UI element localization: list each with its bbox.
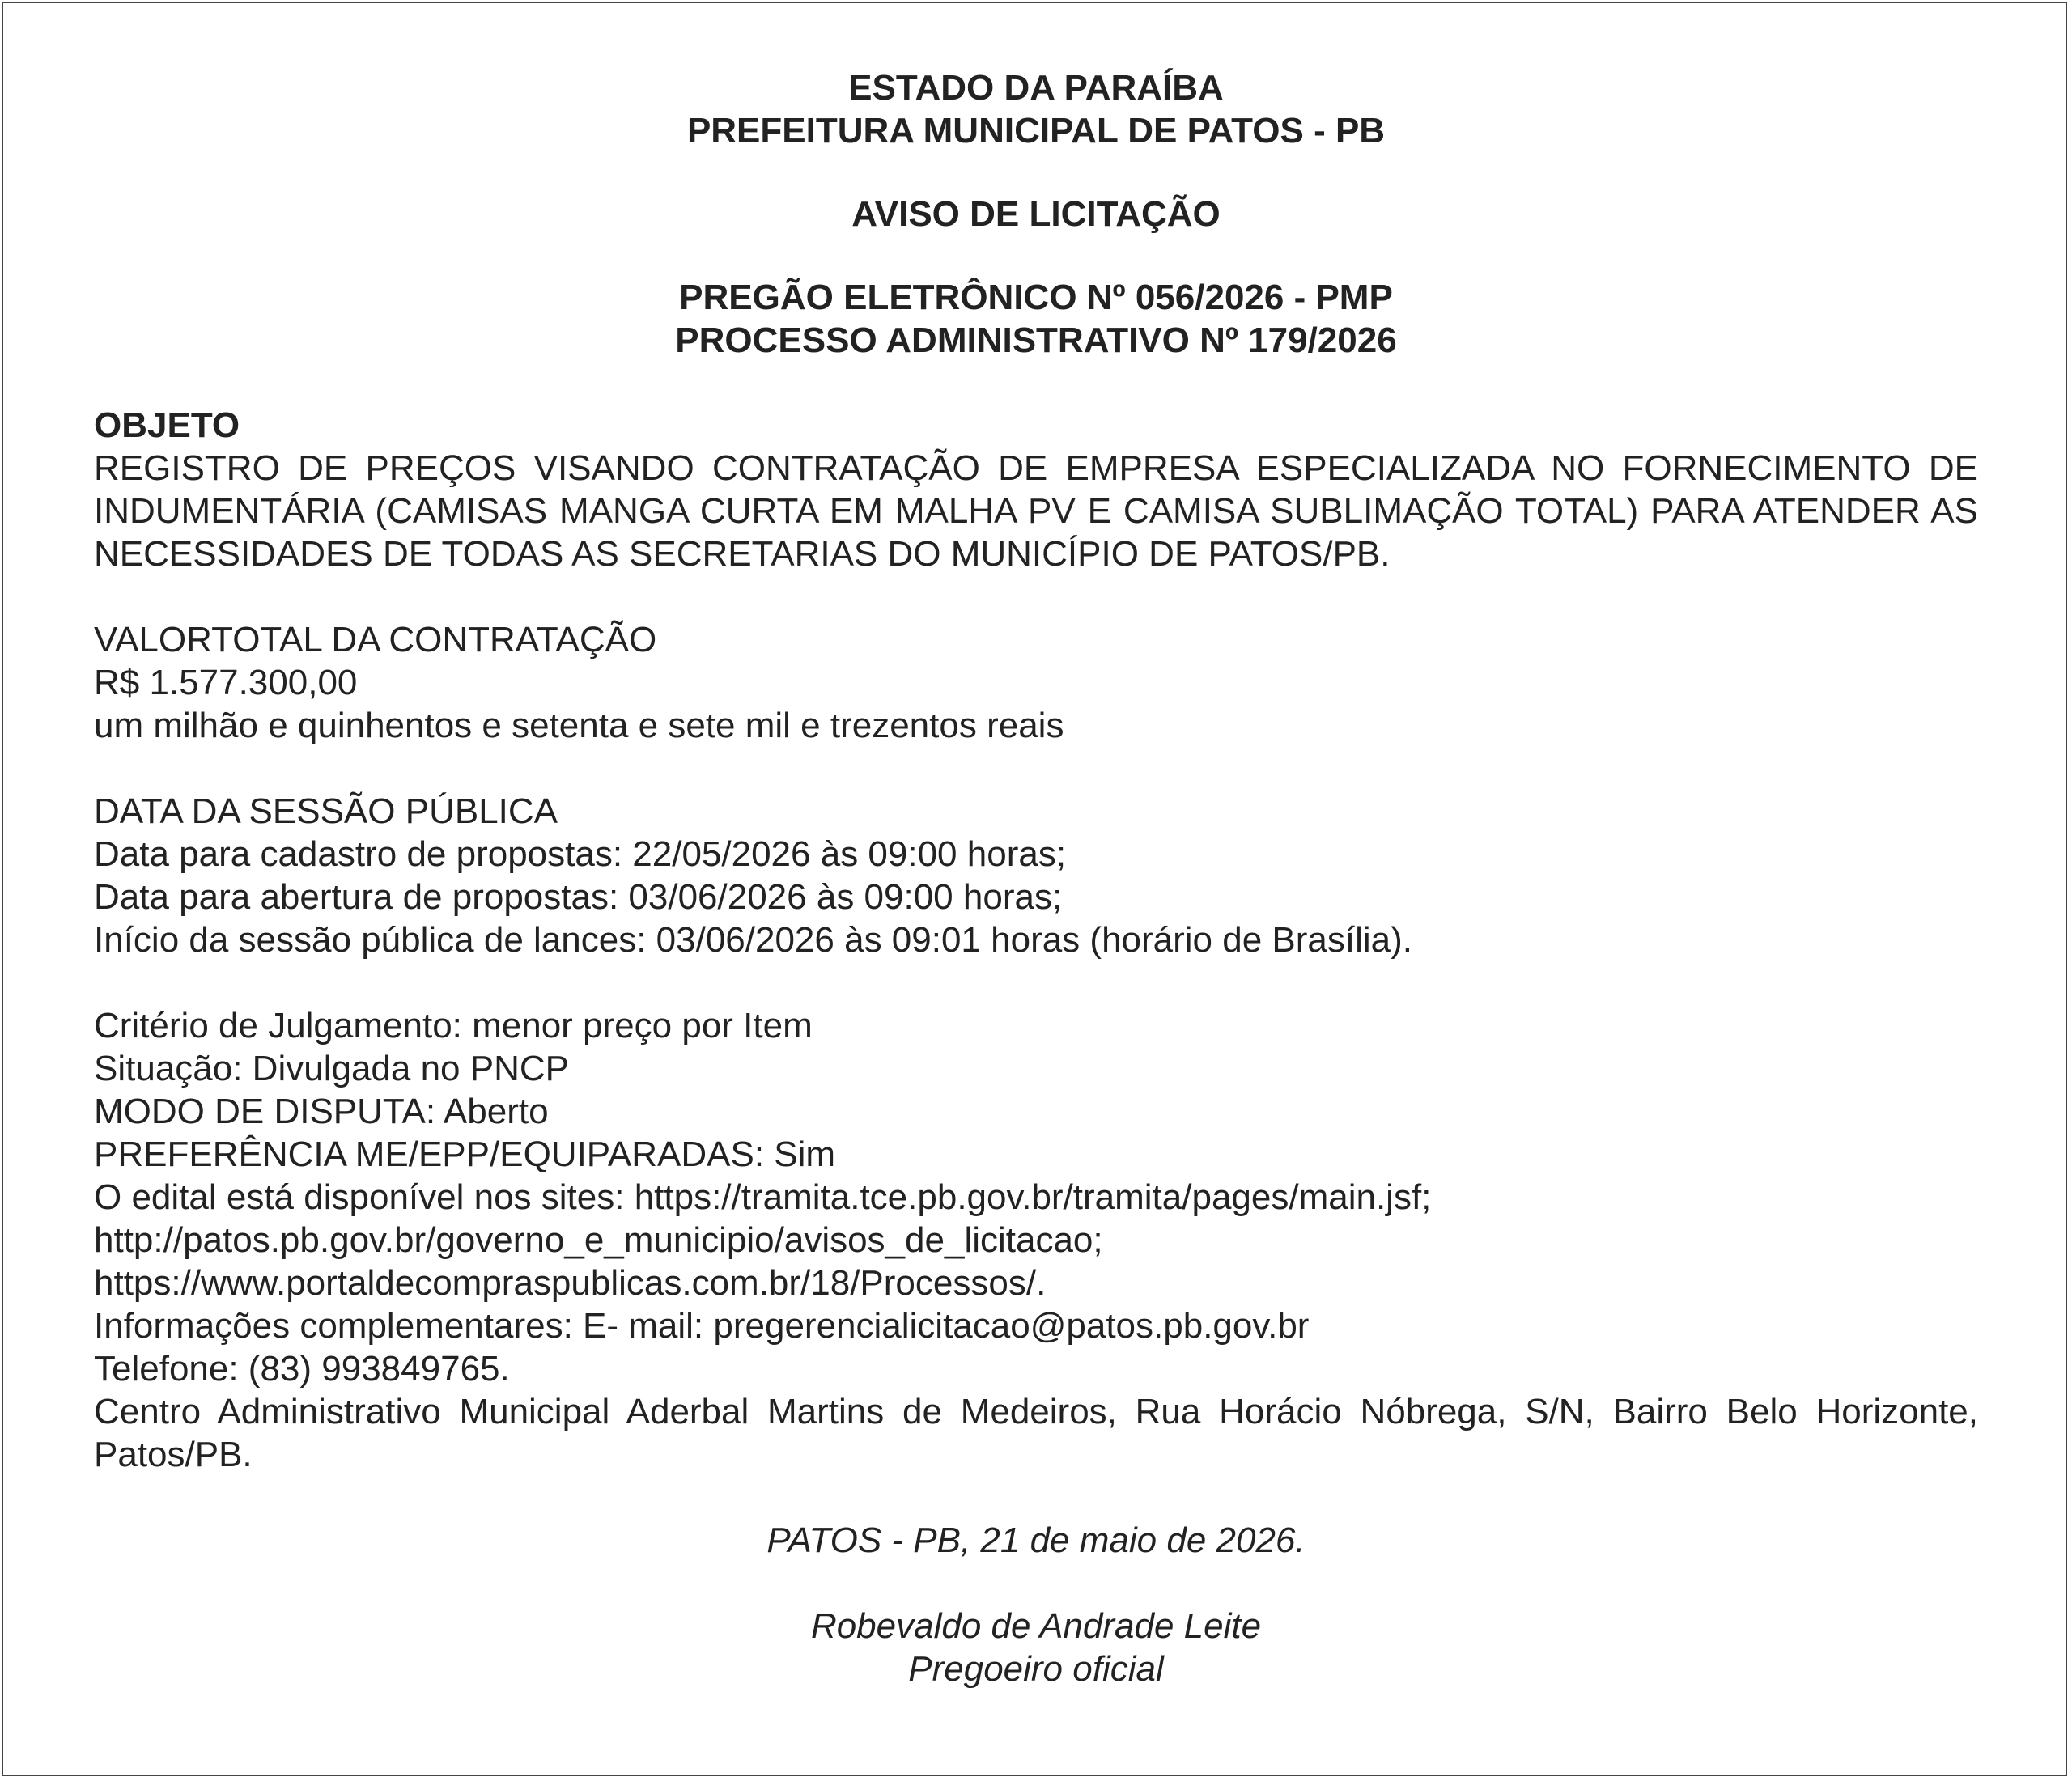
place-and-date: PATOS - PB, 21 de maio de 2026.	[766, 1520, 1306, 1560]
object-text: REGISTRO DE PREÇOS VISANDO CONTRATAÇÃO DE EMPRESA ESPECIALIZADA NO FORNECIMENTO DE INDUMENTÁRIA (CAMISAS MANGA CURTA EM MALHA PV E CAMISA SUBLIMAÇÃO TOTAL) PARA ATENDER AS NECESSIDADES DE TODAS AS SECRETARIAS DO MUNICÍPIO DE PATOS/PB.	[94, 448, 1978, 574]
process-number: PROCESSO ADMINISTRATIVO Nº 179/2026	[675, 320, 1397, 360]
signer-name: Robevaldo de Andrade Leite	[810, 1606, 1262, 1646]
value-heading: VALORTOTAL DA CONTRATAÇÃO	[94, 620, 657, 659]
notice-header	[94, 66, 1978, 362]
object-section	[94, 404, 1978, 575]
me-epp-preference: PREFERÊNCIA ME/EPP/EQUIPARADAS: Sim	[94, 1134, 836, 1174]
notice-title: AVISO DE LICITAÇÃO	[851, 194, 1221, 234]
state-name: ESTADO DA PARAÍBA	[848, 68, 1224, 108]
auction-number: PREGÃO ELETRÔNICO Nº 056/2026 - PMP	[679, 278, 1393, 317]
site-link-patos: http://patos.pb.gov.br/governo_e_municipio/avisos_de_licitacao;	[94, 1220, 1103, 1260]
proposal-registration-date: Data para cadastro de propostas: 22/05/2026 às 09:00 horas;	[94, 834, 1067, 874]
session-section	[94, 790, 1978, 961]
municipality-name: PREFEITURA MUNICIPAL DE PATOS - PB	[686, 111, 1386, 151]
contact-address: Centro Administrativo Municipal Aderbal Martins de Medeiros, Rua Horácio Nóbrega, S/N, Bairro Belo Horizonte, Patos/PB.	[94, 1392, 1978, 1474]
bidding-start-date: Início da sessão pública de lances: 03/06/2026 às 09:01 horas (horário de Brasília).	[94, 920, 1413, 960]
contact-phone: Telefone: (83) 993849765.	[94, 1349, 510, 1389]
details-section	[94, 1004, 1978, 1476]
notice-status: Situação: Divulgada no PNCP	[94, 1049, 569, 1088]
site-link-portal: https://www.portaldecompraspublicas.com.br/18/Processos/.	[94, 1263, 1047, 1303]
value-amount-words: um milhão e quinhentos e setenta e sete mil e trezentos reais	[94, 706, 1064, 745]
bidding-notice	[94, 66, 1978, 1690]
contact-email: Informações complementares: E- mail: pregerencialicitacao@patos.pb.gov.br	[94, 1306, 1310, 1346]
notice-footer	[94, 1519, 1978, 1690]
value-amount: R$ 1.577.300,00	[94, 663, 358, 702]
signer-role: Pregoeiro oficial	[908, 1649, 1164, 1689]
judgment-criterion: Critério de Julgamento: menor preço por Item	[94, 1006, 813, 1045]
sites-intro: O edital está disponível nos sites: https://tramita.tce.pb.gov.br/tramita/pages/main.jsf;	[94, 1177, 1432, 1217]
value-section	[94, 618, 1978, 747]
object-heading: OBJETO	[94, 405, 240, 445]
dispute-mode: MODO DE DISPUTA: Aberto	[94, 1092, 549, 1131]
proposal-opening-date: Data para abertura de propostas: 03/06/2026 às 09:00 horas;	[94, 877, 1063, 917]
session-heading: DATA DA SESSÃO PÚBLICA	[94, 791, 558, 831]
